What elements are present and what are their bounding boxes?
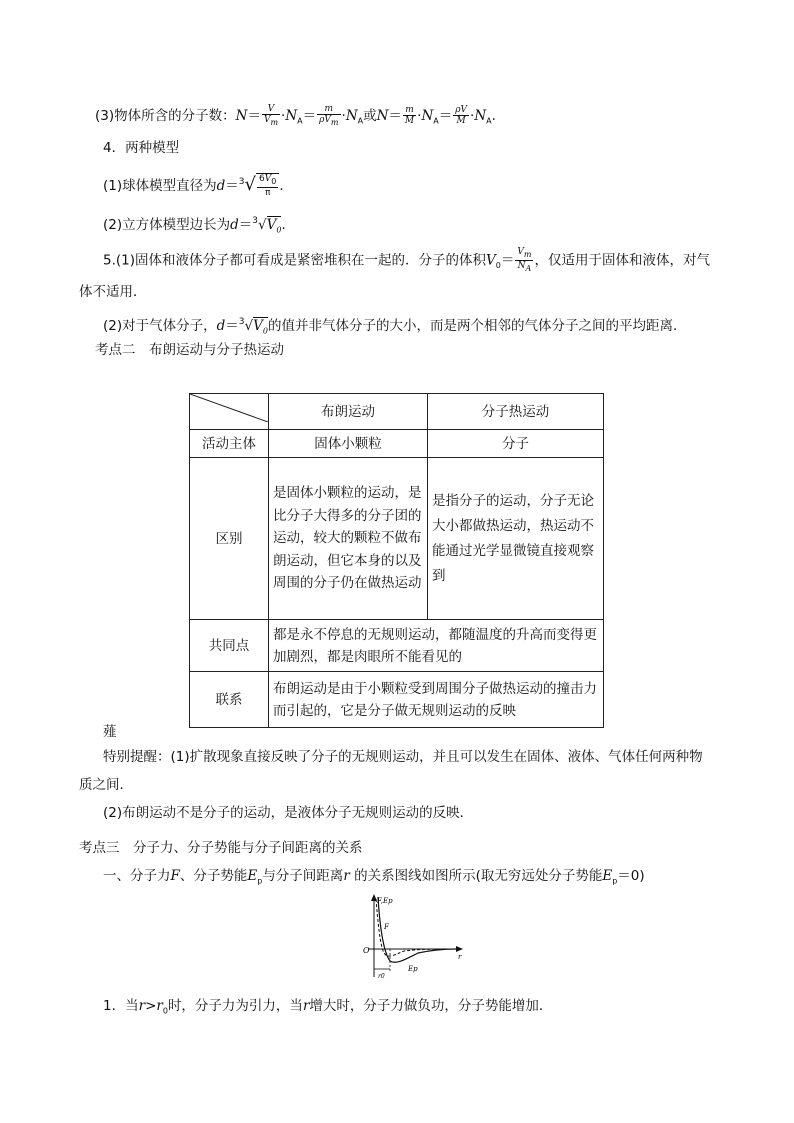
- fraction: $\frac{V_m}{N_A}$: [517, 247, 532, 273]
- F-label: F: [384, 923, 389, 931]
- row-label: 区别: [190, 458, 269, 620]
- table-cell: 分子: [428, 430, 604, 458]
- y-axis-label: F,Ep: [377, 897, 393, 905]
- table-row: [190, 430, 604, 458]
- comparison-table: [189, 393, 604, 728]
- note5-line1: 5.(1)固体和液体分子都可看成是紧密堆积在一起的．分子的体积$V_0=$ $\frac{V_m}{N_A}$ ，仅适用于固体和液体，对气: [103, 247, 710, 273]
- fraction: $\frac{m}{M}$: [404, 105, 415, 127]
- section2-title: 考点二 布朗运动与分子热运动: [95, 342, 284, 358]
- section3-intro: 一、分子力F、分子势能$E_p$与分子间距离r 的关系图线如图所示(取无穷远处分子势能$E_p=0$): [103, 868, 645, 886]
- table-cell: 都是永不停息的无规则运动，都随温度的升高而变得更加剧烈，都是肉眼所不能看见的: [269, 620, 604, 672]
- Ep-label: Ep: [408, 965, 418, 973]
- header-brownian: 布朗运动: [269, 394, 428, 430]
- section3-title: 考点三 分子力、分子势能与分子间距离的关系: [79, 840, 363, 856]
- note5-line2: 体不适用．: [79, 284, 147, 300]
- point1-line: 1．当$r>r_0$时，分子力为引力，当r增大时，分子力做负功，分子势能增加．: [103, 998, 553, 1016]
- stray-char: 薤: [103, 724, 117, 740]
- potential-curve: [378, 897, 456, 962]
- row-label: 共同点: [190, 620, 269, 672]
- fraction: $\frac{\rho V}{M}$: [455, 105, 468, 127]
- r-label: r: [458, 953, 462, 961]
- sphere-model-line: (1)球体模型直径为d＝$^3$√ $\frac{6V_0}{\pi}$ .: [103, 174, 284, 198]
- row-label: 联系: [190, 672, 269, 728]
- table-cell: 是指分子的运动，分子无论大小都做热运动，热运动不能通过光学显微镜直接观察到: [428, 458, 604, 620]
- fraction: $\frac{V}{V_m}$: [263, 104, 279, 127]
- table-cell: 布朗运动是由于小颗粒受到周围分子做热运动的撞击力而引起的，它是分子做无规则运动的反映: [269, 672, 604, 728]
- table-row: [190, 458, 604, 620]
- fraction: $\frac{m}{\rho V_m}$: [319, 104, 339, 127]
- note5-2-line: (2)对于气体分子，$d=^3√V_0$的值并非气体分子的大小，而是两个相邻的气体分子之间的平均距离．: [103, 317, 687, 336]
- header-thermal: 分子热运动: [428, 394, 604, 430]
- force-potential-graph: [360, 893, 466, 981]
- origin-label: O: [363, 946, 370, 955]
- diagonal-line: [190, 394, 268, 422]
- table-cell: 固体小颗粒: [269, 430, 428, 458]
- molecule-count-line: (3)物体所含的分子数：N＝ $\frac{V}{V_m}$ $\cdot N_A=$ $\frac{m}{\rho V_m}$ $\cdot N_A$或N＝ $\frac{m}{M}$ $\cdot N_A=$ $\frac{\rho V}{M}$ $\cdot N_A$.: [95, 104, 496, 127]
- molecule-count-label: (3)物体所含的分子数：: [95, 107, 236, 124]
- table-row: [190, 672, 604, 728]
- table-header-row: [190, 394, 604, 430]
- x-axis-arrow: [456, 946, 463, 952]
- table-row: [190, 620, 604, 672]
- or-text: 或: [363, 107, 377, 124]
- r0-label: r0: [378, 973, 385, 980]
- tip1-line: 特别提醒：(1)扩散现象直接反映了分子的无规则运动，并且可以发生在固体、液体、气体任何两种物: [103, 749, 703, 765]
- tip2-line: (2)布朗运动不是分子的运动，是液体分子无规则运动的反映．: [103, 805, 474, 821]
- row-label: 活动主体: [190, 430, 269, 458]
- table-cell: 是固体小颗粒的运动，是比分子大得多的分子团的运动，较大的颗粒不做布朗运动，但它本身的以及周围的分子仍在做热运动: [269, 458, 428, 620]
- cube-model-line: (2)立方体模型边长为$d=^3√V_0$.: [103, 216, 286, 235]
- model-heading: 4．两种模型: [103, 140, 180, 156]
- diagonal-header-cell: [190, 394, 269, 430]
- fraction: $\frac{6V_0}{\pi}$: [259, 174, 277, 198]
- tip1-cont: 质之间．: [79, 777, 133, 793]
